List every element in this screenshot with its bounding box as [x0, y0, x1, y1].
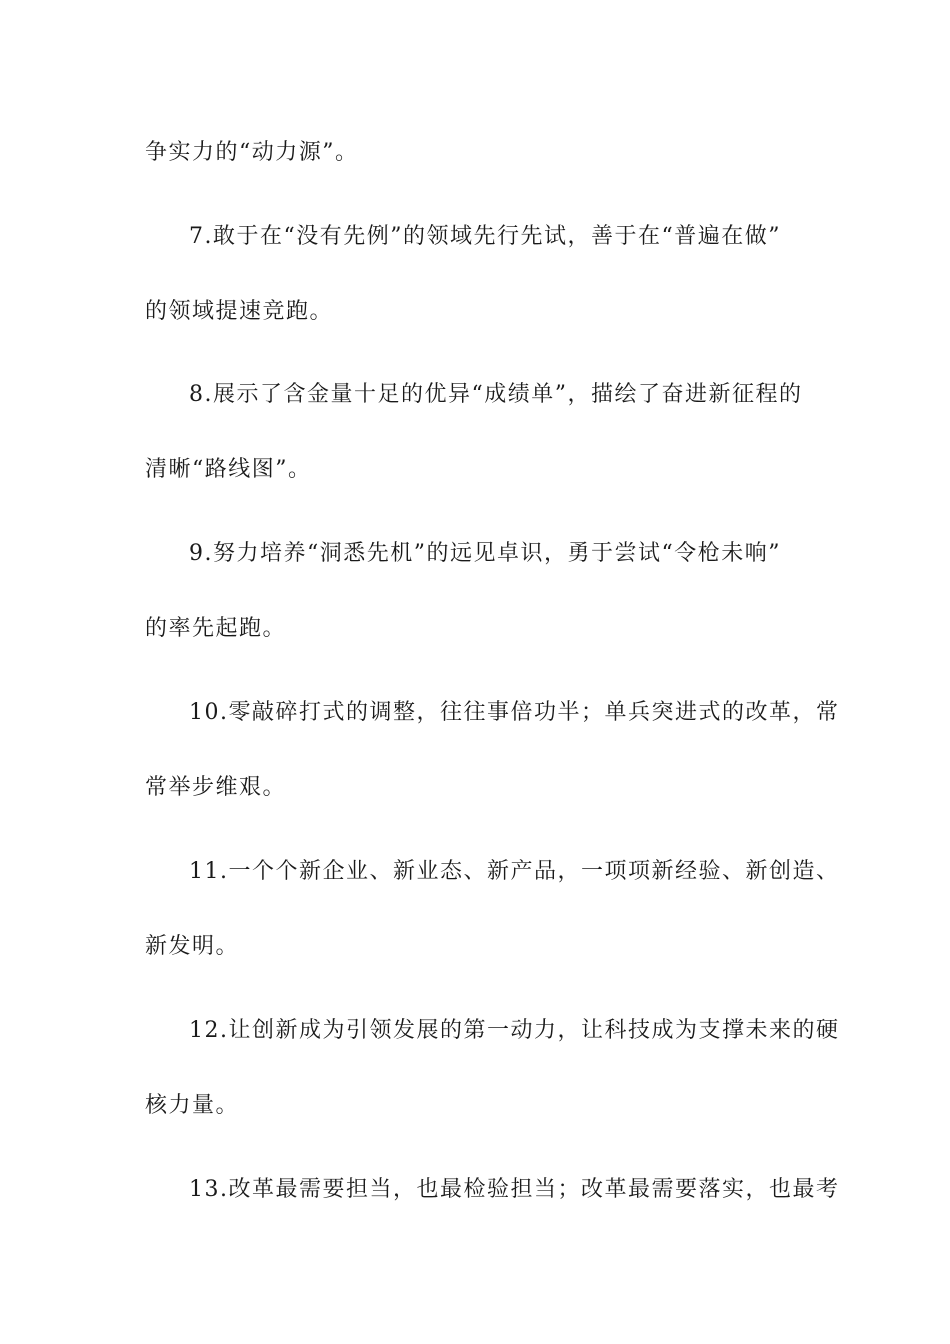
item-12-line-2: 核力量。 [145, 1093, 240, 1118]
item-12-line-1: 12.让创新成为引领发展的第一动力，让科技成为支撑未来的硬 [189, 1018, 840, 1043]
item-11-line-2: 新发明。 [145, 934, 240, 959]
item-13-line-1: 13.改革最需要担当，也最检验担当；改革最需要落实，也最考 [189, 1177, 840, 1202]
item-11-line-1: 11.一个个新企业、新业态、新产品，一项项新经验、新创造、 [189, 859, 840, 884]
item-10-line-1: 10.零敲碎打式的调整，往往事倍功半；单兵突进式的改革，常 [189, 700, 840, 725]
item-8-line-1: 8.展示了含金量十足的优异“成绩单”，描绘了奋进新征程的 [189, 382, 803, 407]
item-10-line-2: 常举步维艰。 [145, 775, 287, 800]
item-9-line-1: 9.努力培养“洞悉先机”的远见卓识，勇于尝试“令枪未响” [189, 541, 781, 566]
text-line-continuation: 争实力的“动力源”。 [145, 140, 359, 165]
item-8-line-2: 清晰“路线图”。 [145, 457, 312, 482]
item-7-line-2: 的领域提速竞跑。 [145, 299, 334, 324]
item-9-line-2: 的率先起跑。 [145, 616, 287, 641]
item-7-line-1: 7.敢于在“没有先例”的领域先行先试，善于在“普遍在做” [189, 224, 781, 249]
